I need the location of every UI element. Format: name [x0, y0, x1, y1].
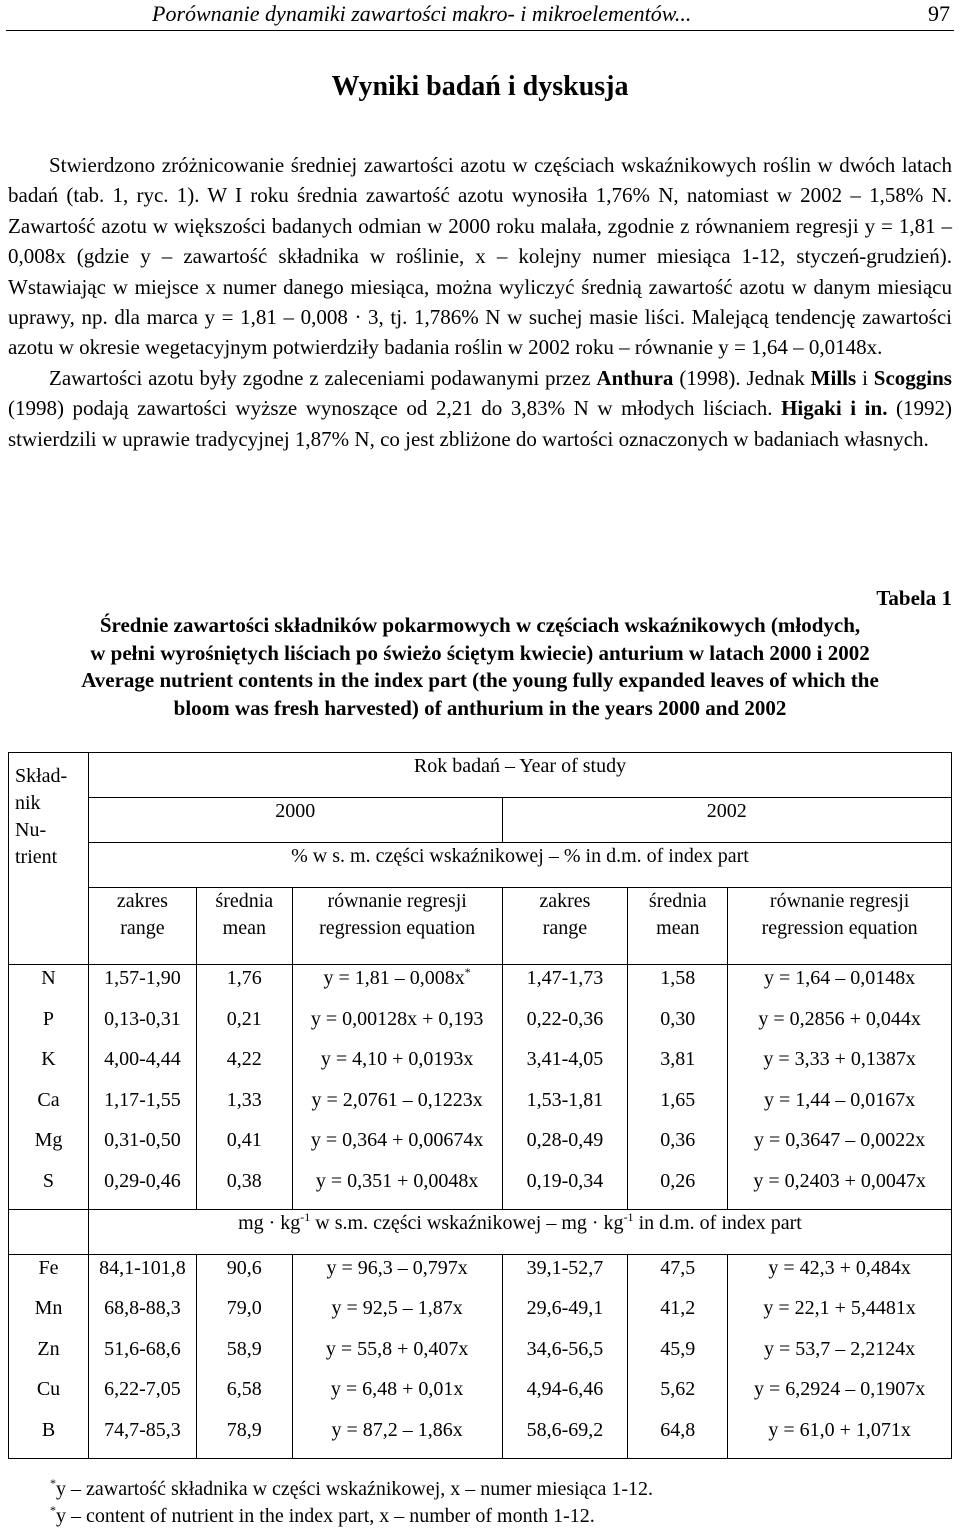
equation-cell: y = 22,1 + 5,4481x: [728, 1295, 952, 1336]
equation-cell: y = 53,7 – 2,2124x: [728, 1336, 952, 1377]
year-2000-header: 2000: [88, 798, 502, 843]
nutrient-name: Mg: [9, 1127, 89, 1168]
year-of-study-header: Rok badań – Year of study: [88, 753, 951, 798]
unit-text: w s.m. części wskaźnikowej – mg · kg: [310, 1211, 624, 1234]
range-cell: 51,6-68,6: [88, 1336, 196, 1377]
mean-cell: 6,58: [196, 1376, 292, 1417]
header-text: trient: [15, 846, 58, 868]
table-footnotes: [50, 1476, 950, 1530]
column-header-mean: [196, 888, 292, 965]
mean-cell: 0,36: [628, 1127, 728, 1168]
table-caption: [0, 612, 960, 722]
footnote-text: y – zawartość składnika w części wskaźnikowej, x – numer miesiąca 1-12.: [56, 1478, 654, 1500]
unit-exponent: -1: [300, 1209, 311, 1224]
mean-cell: 5,62: [628, 1376, 728, 1417]
caption-line: bloom was fresh harvested) of anthurium in the years 2000 and 2002: [173, 695, 787, 720]
column-header-regression: [728, 888, 952, 965]
nutrient-name: Zn: [9, 1336, 89, 1377]
equation-cell: [292, 965, 502, 1006]
mean-cell: 64,8: [628, 1417, 728, 1458]
range-cell: 29,6-49,1: [502, 1295, 628, 1336]
table-row: [9, 1127, 952, 1168]
caption-line: w pełni wyrośniętych liściach po świeżo ściętym kwiecie) anturium w latach 2000 i 2002: [90, 640, 870, 665]
header-text: mean: [656, 917, 700, 939]
equation-cell: y = 42,3 + 0,484x: [728, 1254, 952, 1295]
nutrient-name: Fe: [9, 1254, 89, 1295]
header-text: regression equation: [761, 917, 918, 939]
mean-cell: 0,30: [628, 1006, 728, 1047]
mean-cell: 78,9: [196, 1417, 292, 1458]
header-text: średnia: [215, 890, 274, 912]
range-cell: 0,13-0,31: [88, 1006, 196, 1047]
paragraph-2-text-4: (1998) podają zawartości wyższe wynoszące od 2,21 do 3,83% N w młodych liściach.: [8, 396, 782, 421]
header-text: range: [542, 917, 588, 939]
mean-cell: 3,81: [628, 1046, 728, 1087]
header-text: Nu-: [15, 819, 47, 841]
nutrient-name: B: [9, 1417, 89, 1458]
equation-cell: y = 0,3647 – 0,0022x: [728, 1127, 952, 1168]
citation-mills: Mills: [810, 365, 857, 390]
footnote-marker: *: [50, 1476, 56, 1490]
range-cell: 0,31-0,50: [88, 1127, 196, 1168]
equation-cell: y = 0,351 + 0,0048x: [292, 1168, 502, 1209]
citation-scoggins: Scoggins: [873, 365, 952, 390]
header-text: nik: [15, 792, 41, 814]
header-text: średnia: [648, 890, 707, 912]
equation-cell: y = 1,64 – 0,0148x: [728, 965, 952, 1006]
mean-cell: 0,26: [628, 1168, 728, 1209]
caption-line: Średnie zawartości składników pokarmowych w częściach wskaźnikowych (młodych,: [99, 613, 861, 637]
page-number: 97: [928, 1, 950, 26]
footnote: [50, 1503, 950, 1530]
range-cell: 0,28-0,49: [502, 1127, 628, 1168]
mean-cell: 45,9: [628, 1336, 728, 1377]
range-cell: 4,94-6,46: [502, 1376, 628, 1417]
mean-cell: 0,38: [196, 1168, 292, 1209]
mean-cell: 0,21: [196, 1006, 292, 1047]
range-cell: 1,47-1,73: [502, 965, 628, 1006]
paragraph-1-text: Stwierdzono zróżnicowanie średniej zawartości azotu w częściach wskaźnikowych roślin w dwóch latach badań (tab. 1, ryc. 1). W I roku średnia zawartość azotu wynosiła 1,76% N, natomiast w 2002 – 1,58% N. Zawartość azotu w większości badanych odmian w 2000 roku malała, zgodnie z równaniem regresji y = 1,81 – 0,008x (gdzie y – zawartość składnika w roślinie, x – kolejny numer miesiąca 1-12, styczeń-grudzień). Wstawiając w miejsce x numer danego miesiąca, można wyliczyć średnią zawartość azotu w danym miesiącu uprawy, np. dla marca y = 1,81 – 0,008 · 3, tj. 1,786% N w suchej masie liści. Malejącą tendencję zawartości azotu w okresie wegetacyjnym potwierdziły badania roślin w 2002 roku – równanie y = 1,64 – 0,0148x.: [8, 153, 952, 360]
nutrient-name: Mn: [9, 1295, 89, 1336]
column-header-regression: [292, 888, 502, 965]
range-cell: 34,6-56,5: [502, 1336, 628, 1377]
nutrient-column-header: [9, 753, 89, 965]
range-cell: 1,57-1,90: [88, 965, 196, 1006]
mean-cell: 41,2: [628, 1295, 728, 1336]
header-text: mean: [222, 917, 266, 939]
mean-cell: 4,22: [196, 1046, 292, 1087]
table-row: [9, 1087, 952, 1128]
column-header-range: [502, 888, 628, 965]
header-text: regression equation: [319, 917, 476, 939]
nutrient-name: P: [9, 1006, 89, 1047]
mean-cell: 79,0: [196, 1295, 292, 1336]
equation-cell: y = 4,10 + 0,0193x: [292, 1046, 502, 1087]
mean-cell: 90,6: [196, 1254, 292, 1295]
footnote-marker: *: [464, 965, 471, 979]
footnote: [50, 1476, 950, 1503]
paragraph-1: [8, 150, 952, 363]
equation-cell: y = 92,5 – 1,87x: [292, 1295, 502, 1336]
table-row: [9, 1376, 952, 1417]
paragraph-2-text-2: (1998). Jednak: [673, 365, 811, 390]
range-cell: 58,6-69,2: [502, 1417, 628, 1458]
mean-cell: 1,33: [196, 1087, 292, 1128]
column-header-mean: [628, 888, 728, 965]
caption-line: Average nutrient contents in the index part (the young fully expanded leaves of which the: [81, 668, 879, 692]
table-row: [9, 1168, 952, 1209]
range-cell: 0,19-0,34: [502, 1168, 628, 1209]
range-cell: 68,8-88,3: [88, 1295, 196, 1336]
paragraph-2: [8, 363, 952, 454]
paragraph-2-text-5: (1992) stwierdzili w uprawie tradycyjnej 1,87% N, co jest zbliżone do wartości oznaczonych w badaniach własnych.: [8, 396, 952, 451]
range-cell: 4,00-4,44: [88, 1046, 196, 1087]
header-text: zakres: [539, 890, 591, 912]
section-title: Wyniki badań i dyskusja: [331, 71, 629, 102]
equation-cell: y = 2,0761 – 0,1223x: [292, 1087, 502, 1128]
running-header: [6, 0, 954, 31]
table-row: [9, 1336, 952, 1377]
range-cell: 6,22-7,05: [88, 1376, 196, 1417]
column-header-range: [88, 888, 196, 965]
equation-text: y = 1,81 – 0,008x: [323, 967, 465, 989]
nutrient-name: S: [9, 1168, 89, 1209]
running-title: Porównanie dynamiki zawartości makro- i mikroelementów...: [152, 1, 692, 26]
equation-cell: y = 3,33 + 0,1387x: [728, 1046, 952, 1087]
header-text: równanie regresji: [327, 890, 467, 912]
body-text: [8, 150, 952, 454]
range-cell: 1,53-1,81: [502, 1087, 628, 1128]
citation-anthura: Anthura: [596, 365, 674, 390]
unit-text: in d.m. of index part: [633, 1211, 802, 1234]
header-text: zakres: [116, 890, 168, 912]
range-cell: 1,17-1,55: [88, 1087, 196, 1128]
unit-header-macro: % w s. m. części wskaźnikowej – % in d.m. of index part: [88, 843, 951, 888]
unit-exponent: -1: [623, 1209, 634, 1224]
nutrient-name: Ca: [9, 1087, 89, 1128]
mean-cell: 58,9: [196, 1336, 292, 1377]
unit-text: mg · kg: [238, 1211, 301, 1234]
unit-header-micro: [88, 1209, 951, 1254]
mean-cell: 1,58: [628, 965, 728, 1006]
paragraph-2-text-1: Zawartości azotu były zgodne z zaleceniami podawanymi przez: [49, 365, 597, 390]
header-text: range: [120, 917, 165, 939]
table-row: [9, 1295, 952, 1336]
mean-cell: 0,41: [196, 1127, 292, 1168]
equation-cell: y = 0,2856 + 0,044x: [728, 1006, 952, 1047]
equation-cell: y = 96,3 – 0,797x: [292, 1254, 502, 1295]
range-cell: 0,22-0,36: [502, 1006, 628, 1047]
header-text: Skład-: [15, 765, 68, 787]
footnote-marker: *: [50, 1503, 56, 1517]
nutrient-name: K: [9, 1046, 89, 1087]
footnote-text: y – content of nutrient in the index part, x – number of month 1-12.: [56, 1505, 595, 1527]
mean-cell: 47,5: [628, 1254, 728, 1295]
equation-cell: y = 61,0 + 1,071x: [728, 1417, 952, 1458]
nutrient-table: [8, 752, 952, 1459]
nutrient-name: Cu: [9, 1376, 89, 1417]
range-cell: 3,41-4,05: [502, 1046, 628, 1087]
unit-row-spacer: [9, 1209, 89, 1254]
range-cell: 84,1-101,8: [88, 1254, 196, 1295]
equation-cell: y = 0,364 + 0,00674x: [292, 1127, 502, 1168]
equation-cell: y = 87,2 – 1,86x: [292, 1417, 502, 1458]
table-row: [9, 1046, 952, 1087]
mean-cell: 1,76: [196, 965, 292, 1006]
equation-cell: y = 0,00128x + 0,193: [292, 1006, 502, 1047]
equation-cell: y = 6,2924 – 0,1907x: [728, 1376, 952, 1417]
citation-higaki: Higaki i in.: [781, 396, 888, 421]
range-cell: 39,1-52,7: [502, 1254, 628, 1295]
table-row: [9, 1254, 952, 1295]
table-label: Tabela 1: [876, 586, 952, 610]
range-cell: 0,29-0,46: [88, 1168, 196, 1209]
table-row: [9, 1006, 952, 1047]
equation-cell: y = 6,48 + 0,01x: [292, 1376, 502, 1417]
table-row: [9, 965, 952, 1006]
nutrient-name: N: [9, 965, 89, 1006]
range-cell: 74,7-85,3: [88, 1417, 196, 1458]
equation-cell: y = 55,8 + 0,407x: [292, 1336, 502, 1377]
paragraph-2-text-3: i: [856, 365, 874, 390]
equation-cell: y = 1,44 – 0,0167x: [728, 1087, 952, 1128]
mean-cell: 1,65: [628, 1087, 728, 1128]
table-row: [9, 1417, 952, 1458]
header-text: równanie regresji: [769, 890, 910, 912]
equation-cell: y = 0,2403 + 0,0047x: [728, 1168, 952, 1209]
year-2002-header: 2002: [502, 798, 952, 843]
